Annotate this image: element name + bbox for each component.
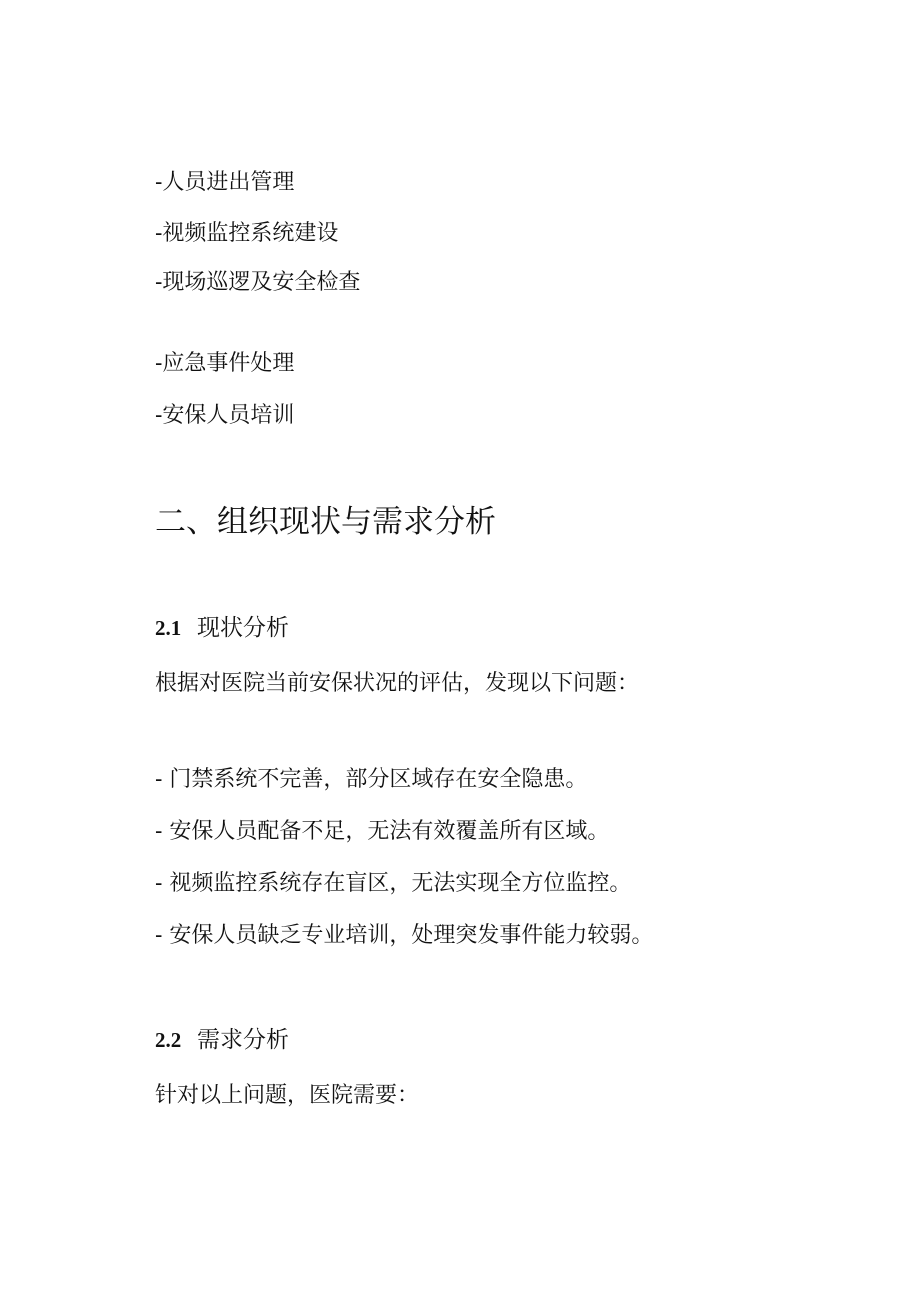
issue-item: - 门禁系统不完善，部分区域存在安全隐患。	[155, 767, 588, 792]
list-item-video-surveillance: -视频监控系统建设	[155, 221, 339, 246]
subsection-heading-2-1	[155, 613, 289, 643]
paragraph-intro: 根据对医院当前安保状况的评估，发现以下问题：	[155, 671, 640, 696]
paragraph-intro: 针对以上问题，医院需要：	[155, 1083, 420, 1108]
subsection-number: 2.1	[155, 616, 182, 640]
list-item-emergency-handling: -应急事件处理	[155, 351, 295, 376]
subsection-title: 现状分析	[197, 615, 289, 641]
section-heading: 二、组织现状与需求分析	[155, 504, 496, 540]
subsection-number: 2.2	[155, 1028, 182, 1052]
issue-item: - 安保人员缺乏专业培训，处理突发事件能力较弱。	[155, 923, 654, 948]
list-item-security-training: -安保人员培训	[155, 403, 295, 428]
subsection-heading-2-2	[155, 1025, 289, 1055]
list-item-patrol-inspection: -现场巡逻及安全检查	[155, 270, 361, 295]
issue-item: - 安保人员配备不足，无法有效覆盖所有区域。	[155, 819, 610, 844]
issue-item: - 视频监控系统存在盲区，无法实现全方位监控。	[155, 871, 632, 896]
list-item-personnel-access: -人员进出管理	[155, 170, 295, 195]
subsection-title: 需求分析	[197, 1027, 289, 1053]
